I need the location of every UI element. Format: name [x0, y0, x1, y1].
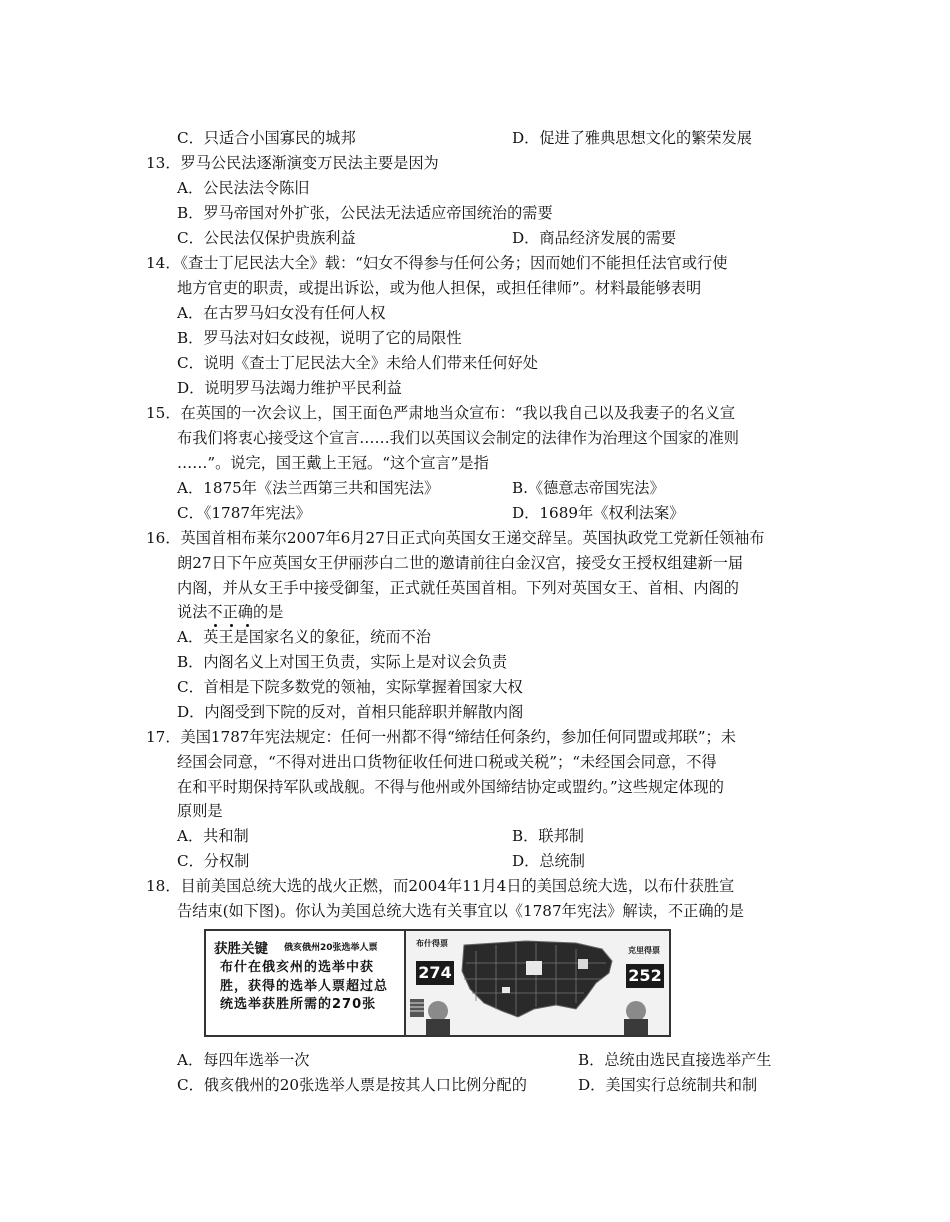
q16-stem-line3: 内阁，并从女王手中接受御玺，正式就任英国首相。下列对英国女王、首相、内阁的: [177, 579, 739, 597]
kerry-votes-box: 252: [626, 964, 664, 988]
q17-option-a: A．共和制: [177, 827, 249, 845]
kerry-votes-label: 克里得票: [628, 946, 660, 955]
q18-option-d: D．美国实行总统制共和制: [578, 1076, 758, 1094]
kerry-portrait-icon: [624, 1001, 648, 1035]
q16-stem-line4: 说法不正确的是: [177, 603, 284, 621]
q15-stem-line3: ……”。说完，国王戴上王冠。“这个宣言”是指: [177, 454, 489, 472]
q12-option-d: D．促进了雅典思想文化的繁荣发展: [512, 129, 752, 147]
bush-votes-label: 布什得票: [416, 939, 448, 948]
q14-stem-line1: 14．《查士丁尼民法大全》载：“妇女不得参与任何公务；因而她们不能担任法官或行使: [146, 254, 728, 272]
q17-option-d: D．总统制: [512, 852, 585, 870]
q15-stem-line1: 15．在英国的一次会议上，国王面色严肃地当众宣布：“我以我自己以及我妻子的名义宣: [146, 404, 736, 422]
q18-stem-line2: 告结束(如下图)。你认为美国总统大选有关事宜以《1787年宪法》解读，不正确的是: [177, 902, 744, 920]
q18-option-b: B．总统由选民直接选举产生: [578, 1051, 772, 1069]
bush-portrait-icon: [426, 1001, 450, 1035]
q17-stem-line2: 经国会同意，“不得对进出口货物征收任何进口税或关税”；“未经国会同意，不得: [177, 753, 717, 771]
q12-option-c: C．只适合小国寡民的城邦: [177, 129, 356, 147]
q15-option-b: B.《德意志帝国宪法》: [512, 479, 665, 497]
q16-stem-line1: 16．英国首相布莱尔2007年6月27日正式向英国女王递交辞呈。英国执政党工党新任领袖布: [146, 529, 765, 547]
q18-stem-line1: 18．目前美国总统大选的战火正燃，而2004年11月4日的美国总统大选，以布什获胜宣: [146, 877, 735, 895]
q16-stem-line2: 朗27日下午应英国女王伊丽莎白二世的邀请前往白金汉宫，接受女王授权组建新一届: [177, 554, 744, 572]
q17-stem-line1: 17．美国1787年宪法规定：任何一州都不得“缔结任何条约，参加任何同盟或邦联”；未: [146, 728, 736, 746]
q15-option-c: C．《1787年宪法》: [177, 504, 311, 522]
figure-caption-panel: [206, 931, 406, 1035]
q17-stem-line3: 在和平时期保持军队或战舰。不得与他州或外国缔结协定或盟约。”这些规定体现的: [177, 778, 724, 796]
figure-title: 获胜关键: [214, 941, 268, 957]
q14-option-b: B．罗马法对妇女歧视，说明了它的局限性: [177, 329, 462, 347]
q15-option-d: D．1689年《权利法案》: [512, 504, 685, 522]
q17-option-b: B．联邦制: [512, 827, 584, 845]
q18-option-c: C．俄亥俄州的20张选举人票是按其人口比例分配的: [177, 1076, 527, 1094]
q14-option-d: D．说明罗马法竭力维护平民利益: [177, 379, 402, 397]
q16-option-a: A．英王是国家名义的象征，统而不治: [177, 628, 431, 646]
figure-map-panel: [406, 931, 669, 1035]
q15-stem-line2: 布我们将衷心接受这个宣言……我们以英国议会制定的法律作为治理这个国家的准则: [177, 429, 739, 447]
q13-option-d: D．商品经济发展的需要: [512, 229, 677, 247]
flag-icon: [410, 999, 424, 1017]
q15-option-a: A．1875年《法兰西第三共和国宪法》: [177, 479, 440, 497]
q13-option-c: C．公民法仅保护贵族利益: [177, 229, 356, 247]
q18-option-a: A．每四年选举一次: [177, 1051, 310, 1069]
figure-body-text: 布什在俄亥州的选举中获胜，获得的选举人票超过总统选举获胜所需的270张: [220, 960, 389, 1012]
q16-option-b: B．内阁名义上对国王负责，实际上是对议会负责: [177, 653, 508, 671]
q13-option-a: A．公民法法令陈旧: [177, 179, 310, 197]
election-figure: [204, 929, 671, 1037]
q14-stem-line2: 地方官吏的职责，或提出诉讼，或为他人担保，或担任律师”。材料最能够表明: [177, 279, 702, 297]
q16-option-c: C．首相是下院多数党的领袖，实际掌握着国家大权: [177, 678, 523, 696]
q17-stem-line4: 原则是: [177, 802, 223, 820]
q17-option-c: C．分权制: [177, 852, 250, 870]
us-map-illustration: [406, 931, 669, 1035]
q16-option-d: D．内阁受到下院的反对，首相只能辞职并解散内阁: [177, 703, 524, 721]
q14-option-a: A．在古罗马妇女没有任何人权: [177, 304, 386, 322]
q13-stem: 13．罗马公民法逐渐演变万民法主要是因为: [146, 154, 439, 172]
bush-votes-box: 274: [416, 961, 454, 985]
figure-subtitle: 俄亥俄州20张选举人票: [284, 943, 378, 953]
q13-option-b: B．罗马帝国对外扩张，公民法无法适应帝国统治的需要: [177, 204, 553, 222]
q14-option-c: C．说明《查士丁尼民法大全》未给人们带来任何好处: [177, 354, 538, 372]
